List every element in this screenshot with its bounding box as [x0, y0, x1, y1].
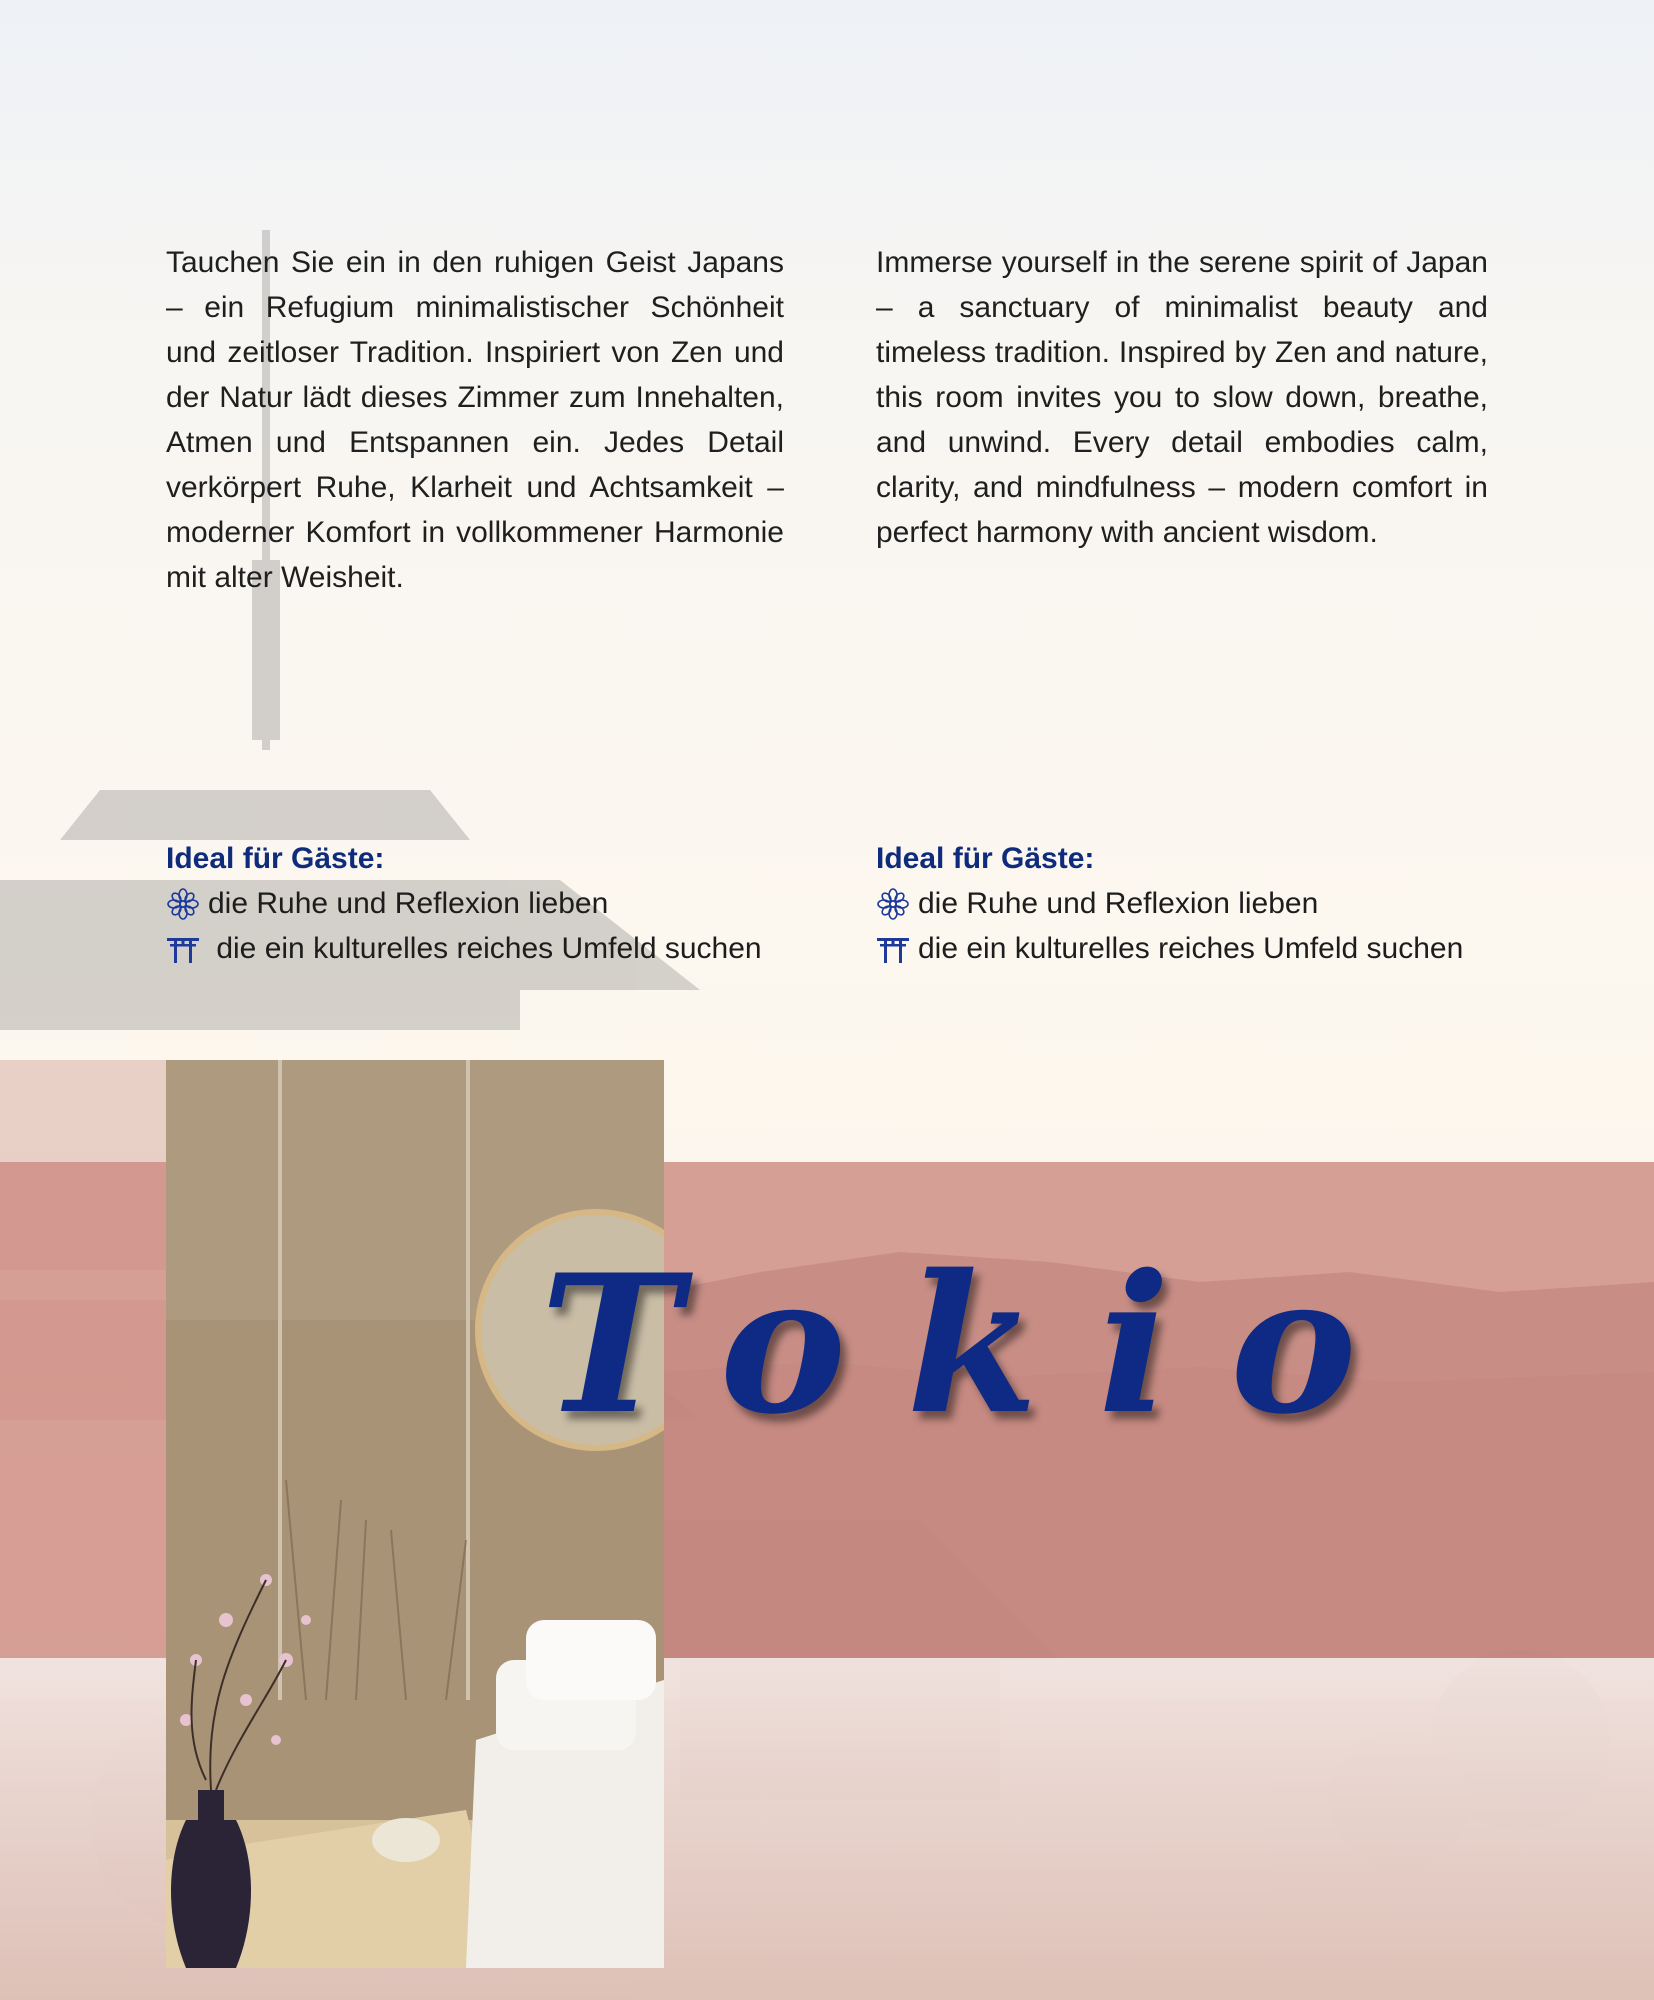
list-item	[876, 926, 1616, 971]
ideal-guests-right	[876, 836, 1616, 971]
torii-gate-icon	[166, 932, 200, 966]
ideal-heading: Ideal für Gäste:	[166, 842, 385, 875]
list-item-text: die ein kulturelles reiches Umfeld suchen	[208, 932, 762, 965]
list-item	[166, 926, 866, 971]
flower-icon	[166, 887, 200, 921]
list-item-text: die ein kulturelles reiches Umfeld suchen	[918, 932, 1464, 965]
torii-gate-icon	[876, 932, 910, 966]
room-photo	[166, 1060, 664, 1968]
list-item-text: die Ruhe und Reflexion lieben	[208, 887, 609, 920]
list-item	[876, 881, 1616, 926]
city-title: Tokio	[540, 1233, 1417, 1456]
room-photo-illustration	[166, 1060, 664, 1968]
list-item-text: die Ruhe und Reflexion lieben	[918, 887, 1319, 920]
list-item	[166, 881, 866, 926]
flower-icon	[876, 887, 910, 921]
description-english: Immerse yourself in the serene spirit of Japan – a sanctuary of minimalist beauty and timeless tradition. Inspired by Zen and nature, this room invites you to slow down, breathe, and unwind. Every detail embodies calm, clarity, and mindfulness – modern comfort in perfect harmony with ancient wisdom.	[876, 246, 1488, 549]
ideal-heading: Ideal für Gäste:	[876, 842, 1095, 875]
ideal-guests-left	[166, 836, 866, 971]
description-german: Tauchen Sie ein in den ruhigen Geist Japans – ein Refugium minimalistischer Schönheit und zeitloser Tradition. Inspiriert von Zen und der Natur lädt dieses Zimmer zum Innehalten, Atmen und Entspannen ein. Jedes Detail verkörpert Ruhe, Klarheit und Achtsamkeit – moderner Komfort in vollkommener Harmonie mit alter Weisheit.	[166, 246, 784, 594]
